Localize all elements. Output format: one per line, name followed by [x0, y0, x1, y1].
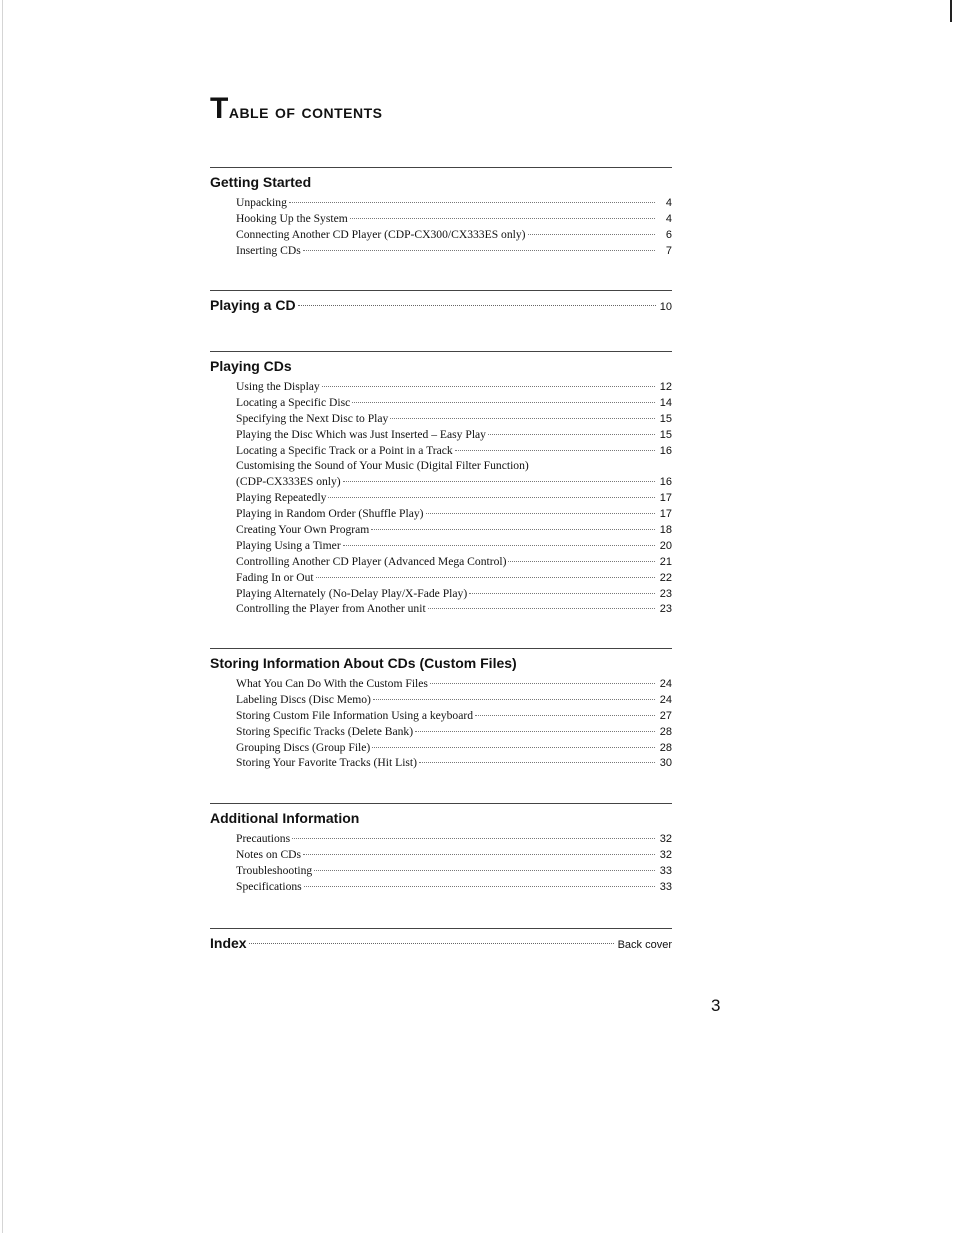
- toc-entry[interactable]: [236, 863, 672, 879]
- toc-entry-page: 28: [659, 725, 672, 738]
- toc-entry[interactable]: [236, 847, 672, 863]
- dot-leader: [352, 402, 654, 403]
- toc-entry-page: 33: [659, 864, 672, 877]
- page-title-initial: T: [210, 92, 229, 125]
- section-header: [210, 933, 672, 953]
- section-title: Getting Started: [210, 174, 312, 190]
- section-rule: [210, 648, 672, 649]
- section-rule: [210, 351, 672, 352]
- toc-entry[interactable]: [236, 586, 672, 602]
- toc-entry[interactable]: [236, 243, 672, 259]
- toc-entry-text: Playing Alternately (No-Delay Play/X-Fade Play): [236, 586, 468, 600]
- toc-entry[interactable]: [236, 458, 672, 474]
- dot-leader: [415, 731, 655, 732]
- section-rule: [210, 167, 672, 168]
- toc-entry[interactable]: [236, 195, 672, 211]
- section-additional-information: [210, 803, 672, 895]
- toc-entry-page: 27: [659, 709, 672, 722]
- section-playing-cds: [210, 351, 672, 617]
- toc-entry-text: Unpacking: [236, 196, 287, 209]
- toc-entry-page: 4: [665, 197, 672, 209]
- toc-entry-page: 16: [659, 444, 672, 457]
- toc-entry-text: Storing Your Favorite Tracks (Hit List): [236, 756, 418, 770]
- toc-entry-page: 28: [659, 741, 672, 754]
- section-title: Additional Information: [210, 810, 360, 826]
- dot-leader: [316, 577, 655, 578]
- dot-leader: [322, 386, 655, 387]
- toc-entry-page: 4: [665, 212, 672, 225]
- dot-leader: [430, 683, 655, 684]
- toc-entry[interactable]: [236, 211, 672, 227]
- toc-entry[interactable]: [236, 411, 672, 427]
- toc-entry-text: Playing in Random Order (Shuffle Play): [236, 507, 424, 521]
- toc-entry[interactable]: [236, 570, 672, 586]
- toc-entry[interactable]: [236, 443, 672, 459]
- toc-entry-text: Customising the Sound of Your Music (Digital Filter Function): [236, 459, 529, 473]
- dot-leader: [249, 943, 614, 944]
- toc-entry[interactable]: [236, 708, 672, 724]
- dot-leader: [426, 513, 655, 514]
- section-rule: [210, 290, 672, 291]
- dot-leader: [455, 450, 655, 451]
- dot-leader: [475, 715, 655, 716]
- toc-entry-page: 24: [659, 678, 672, 690]
- toc-entry-text: Controlling Another CD Player (Advanced Mega Control): [236, 554, 507, 568]
- toc-entry-text: Specifications: [236, 879, 302, 893]
- section-storing-information: [210, 648, 672, 771]
- toc-entry[interactable]: [236, 522, 672, 538]
- section-title: Storing Information About CDs (Custom Files): [210, 655, 517, 671]
- section-rule: [210, 803, 672, 804]
- toc-entry-text: What You Can Do With the Custom Files: [236, 677, 428, 690]
- toc-entry[interactable]: [236, 506, 672, 522]
- dot-leader: [350, 218, 655, 219]
- toc-entry-text: Troubleshooting: [236, 863, 313, 877]
- section-title: Playing CDs: [210, 358, 292, 374]
- dot-leader: [343, 545, 655, 546]
- toc-entry-page: 32: [659, 848, 672, 861]
- section-header: [210, 808, 672, 828]
- dot-leader: [303, 250, 655, 251]
- toc-entry-text: Inserting CDs: [236, 243, 301, 257]
- page-title-rest: able of contents: [228, 101, 383, 123]
- page-edge-right-mark: [950, 0, 952, 22]
- dot-leader: [304, 886, 655, 887]
- toc-entry-text: (CDP-CX333ES only): [236, 475, 341, 489]
- section-header: [210, 295, 672, 315]
- section-page: Back cover: [617, 939, 672, 951]
- dot-leader: [428, 608, 655, 609]
- toc-entry-page: 32: [659, 833, 672, 845]
- toc-entry[interactable]: [236, 379, 672, 395]
- toc-entry-page: 18: [659, 524, 672, 537]
- toc-entry[interactable]: [236, 724, 672, 740]
- section-header: [210, 172, 672, 192]
- dot-leader: [419, 762, 655, 763]
- toc-entry-text: Locating a Specific Track or a Point in a Track: [236, 443, 453, 457]
- page-number: 3: [711, 996, 721, 1015]
- toc-entry[interactable]: [236, 395, 672, 411]
- toc-entry[interactable]: [236, 474, 672, 490]
- toc-entry-page: 21: [659, 555, 672, 568]
- section-getting-started: [210, 167, 672, 259]
- toc-entry-page: 15: [659, 428, 672, 441]
- dot-leader: [328, 497, 654, 498]
- section-page: 10: [659, 301, 672, 313]
- toc-entry-text: Controlling the Player from Another unit: [236, 602, 426, 616]
- page-edge-left: [2, 0, 3, 1233]
- toc-entry[interactable]: [236, 227, 672, 243]
- toc-entry-text: Precautions: [236, 832, 291, 845]
- toc-entry[interactable]: [236, 538, 672, 554]
- toc-entry-text: Fading In or Out: [236, 570, 314, 584]
- toc-entry[interactable]: [236, 676, 672, 692]
- toc-entry-text: Grouping Discs (Group File): [236, 740, 371, 754]
- toc-entry[interactable]: [236, 692, 672, 708]
- dot-leader: [372, 747, 654, 748]
- toc-entry-list: [210, 195, 672, 259]
- toc-entry-page: 24: [659, 693, 672, 706]
- dot-leader: [390, 418, 654, 419]
- dot-leader: [469, 593, 655, 594]
- page-title: [210, 94, 383, 124]
- toc-entry-page: 22: [659, 571, 672, 584]
- toc-entry-text: Playing the Disc Which was Just Inserted – Easy Play: [236, 427, 486, 441]
- toc-entry[interactable]: [236, 831, 672, 847]
- section-title: Index: [210, 935, 247, 951]
- dot-leader: [314, 870, 655, 871]
- toc-entry-text: Playing Repeatedly: [236, 491, 327, 505]
- toc-entry-page: 33: [659, 880, 672, 893]
- toc-entry-page: 6: [665, 228, 672, 241]
- toc-entry-text: Notes on CDs: [236, 847, 302, 861]
- toc-entry-text: Specifying the Next Disc to Play: [236, 411, 389, 425]
- toc-entry[interactable]: [236, 554, 672, 570]
- toc-entry[interactable]: [236, 427, 672, 443]
- section-title: Playing a CD: [210, 297, 296, 313]
- toc-entry-page: 23: [659, 603, 672, 616]
- toc-entry-page: 17: [659, 492, 672, 505]
- toc-entry-text: Storing Specific Tracks (Delete Bank): [236, 724, 414, 738]
- toc-entry-page: 23: [659, 587, 672, 600]
- dot-leader: [343, 481, 655, 482]
- toc-entry[interactable]: [236, 879, 672, 895]
- dot-leader: [371, 529, 654, 530]
- toc-entry-text: Connecting Another CD Player (CDP-CX300/CX333ES only): [236, 227, 526, 241]
- toc-entry-page: 17: [659, 508, 672, 521]
- dot-leader: [292, 838, 655, 839]
- toc-entry-text: Playing Using a Timer: [236, 538, 341, 552]
- toc-entry-page: 12: [659, 381, 672, 393]
- dot-leader: [298, 305, 656, 306]
- toc-entry-text: Creating Your Own Program: [236, 523, 370, 537]
- toc-entry-text: Locating a Specific Disc: [236, 395, 351, 409]
- toc-entry[interactable]: [236, 601, 672, 617]
- toc-entry[interactable]: [236, 740, 672, 756]
- section-header: [210, 356, 672, 376]
- toc-entry-text: Using the Display: [236, 380, 320, 393]
- dot-leader: [488, 434, 655, 435]
- dot-leader: [303, 854, 655, 855]
- dot-leader: [528, 234, 655, 235]
- dot-leader: [508, 561, 654, 562]
- section-rule: [210, 928, 672, 929]
- toc-entry[interactable]: [236, 490, 672, 506]
- dot-leader: [373, 699, 655, 700]
- toc-entry-page: 15: [659, 412, 672, 425]
- section-index[interactable]: [210, 928, 672, 953]
- toc-entry-text: Storing Custom File Information Using a keyboard: [236, 708, 474, 722]
- toc-entry-list: [210, 831, 672, 895]
- toc-entry[interactable]: [236, 755, 672, 771]
- toc-entry-text: Labeling Discs (Disc Memo): [236, 692, 371, 706]
- toc-entry-page: 30: [659, 757, 672, 770]
- section-playing-a-cd[interactable]: [210, 290, 672, 315]
- toc-entry-list: [210, 379, 672, 617]
- toc-entry-page: 14: [659, 396, 672, 409]
- toc-entry-page: 20: [659, 539, 672, 552]
- toc-entry-list: [210, 676, 672, 771]
- toc-entry-page: 16: [659, 476, 672, 489]
- toc-entry-text: Hooking Up the System: [236, 211, 348, 225]
- section-header: [210, 653, 672, 673]
- toc-entry-page: 7: [665, 244, 672, 257]
- dot-leader: [289, 202, 655, 203]
